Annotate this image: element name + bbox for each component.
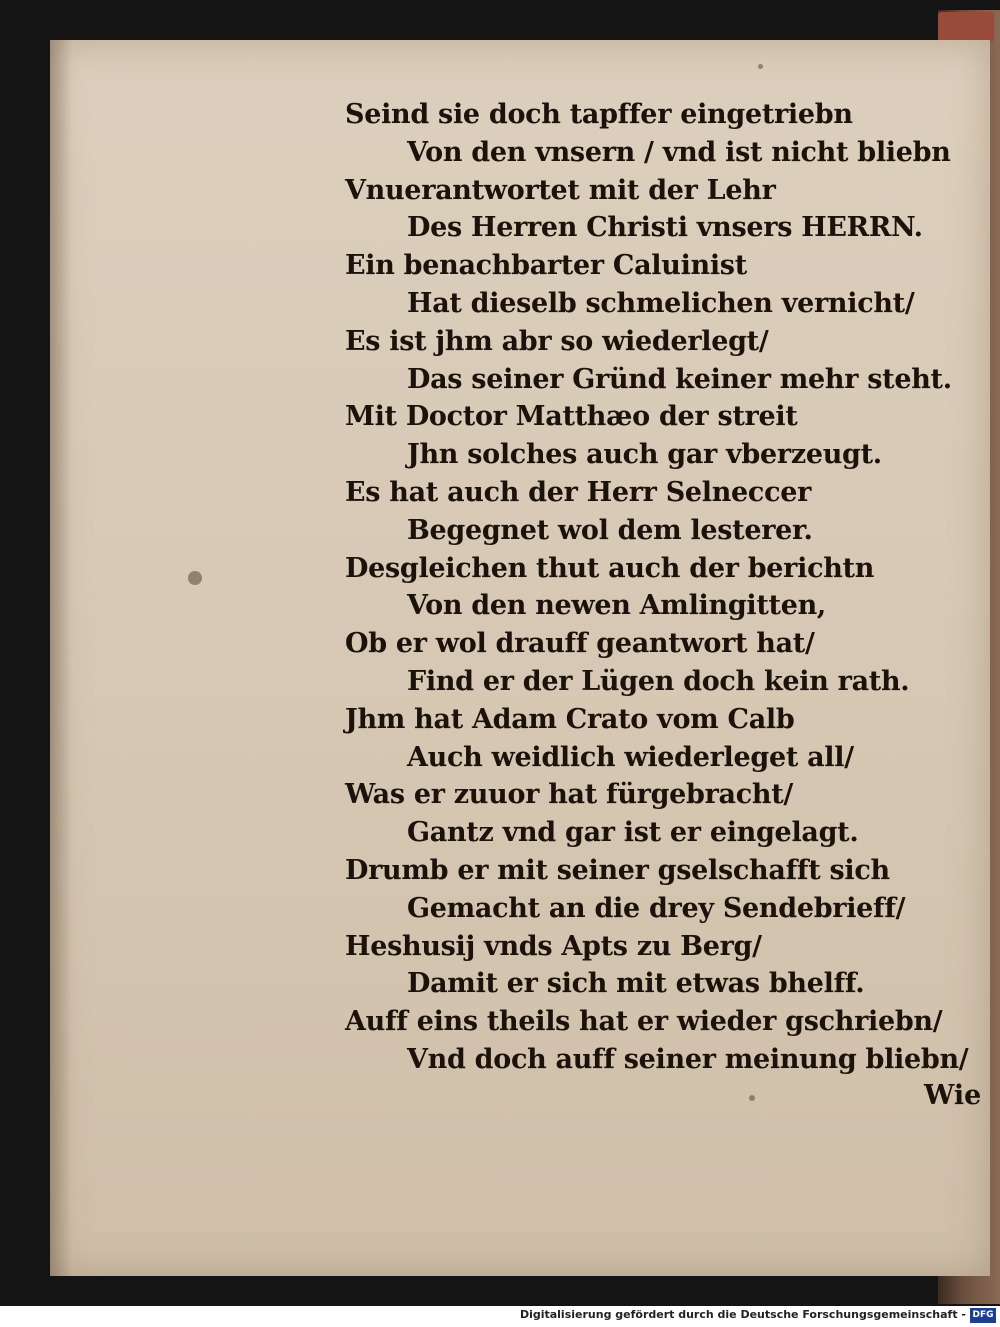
- dfg-logo-icon: DFG: [970, 1308, 996, 1323]
- verse-line: Vnd doch auff seiner meinung bliebn/: [407, 1043, 969, 1075]
- verse-line: Find er der Lügen doch kein rath.: [407, 665, 910, 697]
- book-cover-corner: [938, 12, 994, 42]
- verse-line: Auff eins theils hat er wieder gschriebn/: [345, 1006, 943, 1038]
- paper-spot: [188, 571, 202, 585]
- catchword: Wie: [924, 1080, 982, 1111]
- verse-line: Es hat auch der Herr Selneccer: [345, 476, 812, 508]
- verse-line: Ob er wol drauff geantwort hat/: [345, 628, 815, 660]
- paper-spot: [749, 1095, 755, 1101]
- footer-credit: Digitalisierung gefördert durch die Deutsche Forschungsgemeinschaft -: [519, 1308, 966, 1321]
- verse-line: Es ist jhm abr so wiederlegt/: [345, 325, 769, 357]
- verse-line: Jhn solches auch gar vberzeugt.: [407, 439, 882, 471]
- verse-line: Von den newen Amlingitten,: [407, 590, 827, 622]
- verse-text-block: [345, 96, 985, 1079]
- verse-line: Heshusij vnds Apts zu Berg/: [345, 930, 762, 962]
- verse-line: Gemacht an die drey Sendebrieff/: [407, 892, 906, 924]
- verse-line: Auch weidlich wiederleget all/: [407, 741, 854, 773]
- verse-line: Jhm hat Adam Crato vom Calb: [345, 703, 795, 735]
- verse-line: Vnuerantwortet mit der Lehr: [345, 174, 776, 206]
- verse-line: Ein benachbarter Caluinist: [345, 250, 747, 282]
- verse-line: Gantz vnd gar ist er eingelagt.: [407, 817, 859, 849]
- verse-line: Damit er sich mit etwas bhelff.: [407, 968, 865, 1000]
- verse-line: Des Herren Christi vnsers HERRN.: [407, 212, 923, 244]
- verse-line: Begegnet wol dem lesterer.: [407, 514, 813, 546]
- verse-line: Hat dieselb schmelichen vernicht/: [407, 287, 915, 319]
- verse-line: Das seiner Gründ keiner mehr steht.: [407, 363, 952, 395]
- verse-line: Desgleichen thut auch der berichtn: [345, 552, 875, 584]
- verse-line: Was er zuuor hat fürgebracht/: [345, 779, 793, 811]
- verse-line: Seind sie doch tapffer eingetriebn: [345, 99, 853, 130]
- verse-line: Mit Doctor Matthæo der streit: [345, 401, 798, 433]
- verse-line: Drumb er mit seiner gselschafft sich: [345, 854, 890, 886]
- page-fold-shadow: [50, 40, 72, 1276]
- paper-spot: [758, 64, 763, 69]
- verse-line: Von den vnsern / vnd ist nicht bliebn: [407, 136, 951, 168]
